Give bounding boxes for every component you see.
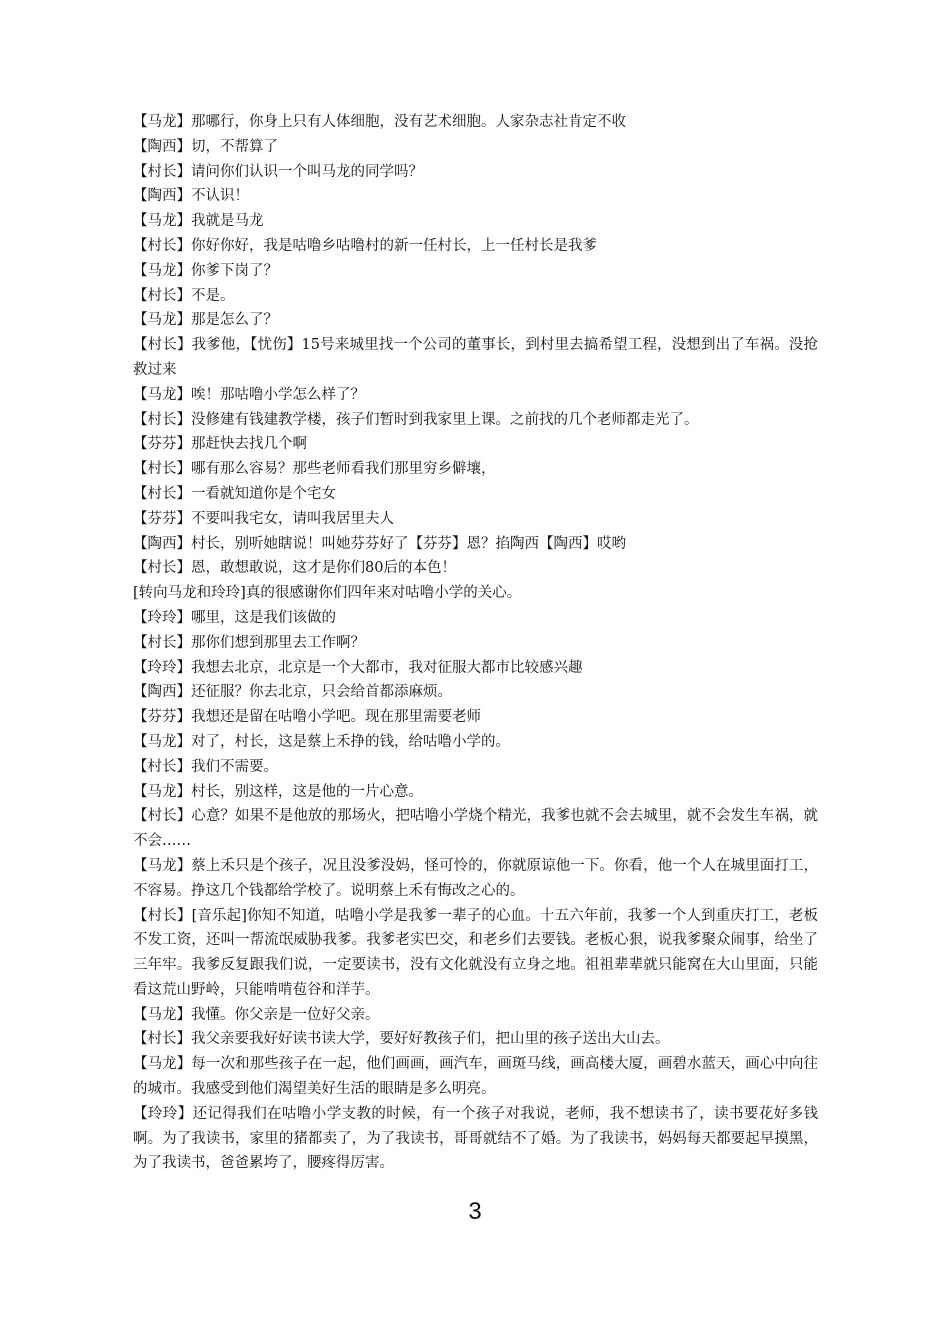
dialogue-line: 【马龙】你爹下岗了？ <box>133 262 278 279</box>
dialogue-line: 【马龙】那是怎么了？ <box>133 312 278 329</box>
dialogue-line: 【村长】我们不需要。 <box>133 758 278 775</box>
dialogue-line: 【村长】恩，敢想敢说，这才是你们80后的本色！ <box>133 560 456 577</box>
dialogue-line: 【马龙】那哪行，你身上只有人体细胞，没有艺术细胞。人家杂志社肯定不收 <box>133 114 626 130</box>
dialogue-line: [转向马龙和玲玲]真的很感谢你们四年来对咕噜小学的关心。 <box>133 585 522 602</box>
dialogue-line: 【村长】一看就知道你是个宅女 <box>133 485 336 502</box>
dialogue-line: 【马龙】唉！那咕噜小学怎么样了？ <box>133 386 365 403</box>
dialogue-line: 【村长】请问你们认识一个叫马龙的同学吗？ <box>133 163 423 180</box>
dialogue-line: 【马龙】我就是马龙 <box>133 213 264 230</box>
dialogue-line: 【村长】心意？如果不是他放的那场火，把咕噜小学烧个精光，我爹也就不会去城里，就不会发生车祸，就不会…… <box>133 808 818 850</box>
dialogue-line: 【芬芬】不要叫我宅女，请叫我居里夫人 <box>133 510 394 527</box>
dialogue-line: 【村长】那你们想到那里去工作啊？ <box>133 634 365 651</box>
dialogue-line: 【村长】[音乐起]你知不知道，咕噜小学是我爹一辈子的心血。十五六年前，我爹一个人到重庆打工，老板不发工资，还叫一帮流氓威胁我爹。我爹老实巴交，和老乡们去要钱。老板心狠，说我爹聚众闹事，给坐了三年牢。我爹反复跟我们说，一定要读书，没有文化就没有立身之地。祖祖辈辈就只能窝在大山里面，只能看这荒山野岭，只能啃啃苞谷和洋芋。 <box>133 907 818 998</box>
dialogue-line: 【村长】我父亲要我好好读书读大学，要好好教孩子们，把山里的孩子送出大山去。 <box>133 1031 670 1048</box>
dialogue-line: 【陶西】还征服？你去北京，只会给首都添麻烦。 <box>133 684 452 701</box>
dialogue-line: 【玲玲】我想去北京，北京是一个大都市，我对征服大都市比较感兴趣 <box>133 659 583 676</box>
dialogue-line: 【玲玲】还记得我们在咕噜小学支教的时候，有一个孩子对我说，老师，我不想读书了，读书要花好多钱啊。为了我读书，家里的猪都卖了，为了我读书，哥哥就结不了婚。为了我读书，妈妈每天都要起早摸黑，为了我读书，爸爸累垮了，腰疼得厉害。 <box>133 1105 818 1172</box>
page-number: 3 <box>468 1198 482 1225</box>
dialogue-line: 【村长】哪有那么容易？那些老师看我们那里穷乡僻壤， <box>133 461 496 478</box>
dialogue-line: 【芬芬】我想还是留在咕噜小学吧。现在那里需要老师 <box>133 709 481 726</box>
dialogue-line: 【马龙】我懂。你父亲是一位好父亲。 <box>133 1006 380 1023</box>
dialogue-line: 【陶西】切，不帮算了 <box>133 138 278 155</box>
dialogue-line: 【马龙】对了，村长，这是蔡上禾挣的钱，给咕噜小学的。 <box>133 733 510 750</box>
dialogue-line: 【陶西】村长，别听她瞎说！叫她芬芬好了【芬芬】恩？掐陶西【陶西】哎哟 <box>133 535 626 552</box>
dialogue-line: 【村长】不是。 <box>133 287 235 304</box>
dialogue-line: 【芬芬】那赶快去找几个啊 <box>133 436 307 453</box>
dialogue-line: 【村长】没修建有钱建教学楼，孩子们暂时到我家里上课。之前找的几个老师都走光了。 <box>133 411 699 428</box>
dialogue-line: 【村长】你好你好，我是咕噜乡咕噜村的新一任村长，上一任村长是我爹 <box>133 237 597 254</box>
script-body <box>133 110 818 1176</box>
dialogue-line: 【马龙】蔡上禾只是个孩子，况且没爹没妈，怪可怜的，你就原谅他一下。你看，他一个人在城里面打工，不容易。挣这几个钱都给学校了。说明蔡上禾有悔改之心的。 <box>133 857 818 899</box>
dialogue-line: 【玲玲】哪里，这是我们该做的 <box>133 609 336 626</box>
dialogue-line: 【马龙】村长，别这样，这是他的一片心意。 <box>133 783 423 800</box>
dialogue-line: 【马龙】每一次和那些孩子在一起，他们画画，画汽车，画斑马线，画高楼大厦，画碧水蓝天，画心中向往的城市。我感受到他们渴望美好生活的眼睛是多么明亮。 <box>133 1056 818 1098</box>
dialogue-line: 【陶西】不认识！ <box>133 188 249 205</box>
dialogue-line: 【村长】我爹他，【忧伤】15号来城里找一个公司的董事长，到村里去搞希望工程，没想到出了车祸。没抢救过来 <box>133 337 818 378</box>
